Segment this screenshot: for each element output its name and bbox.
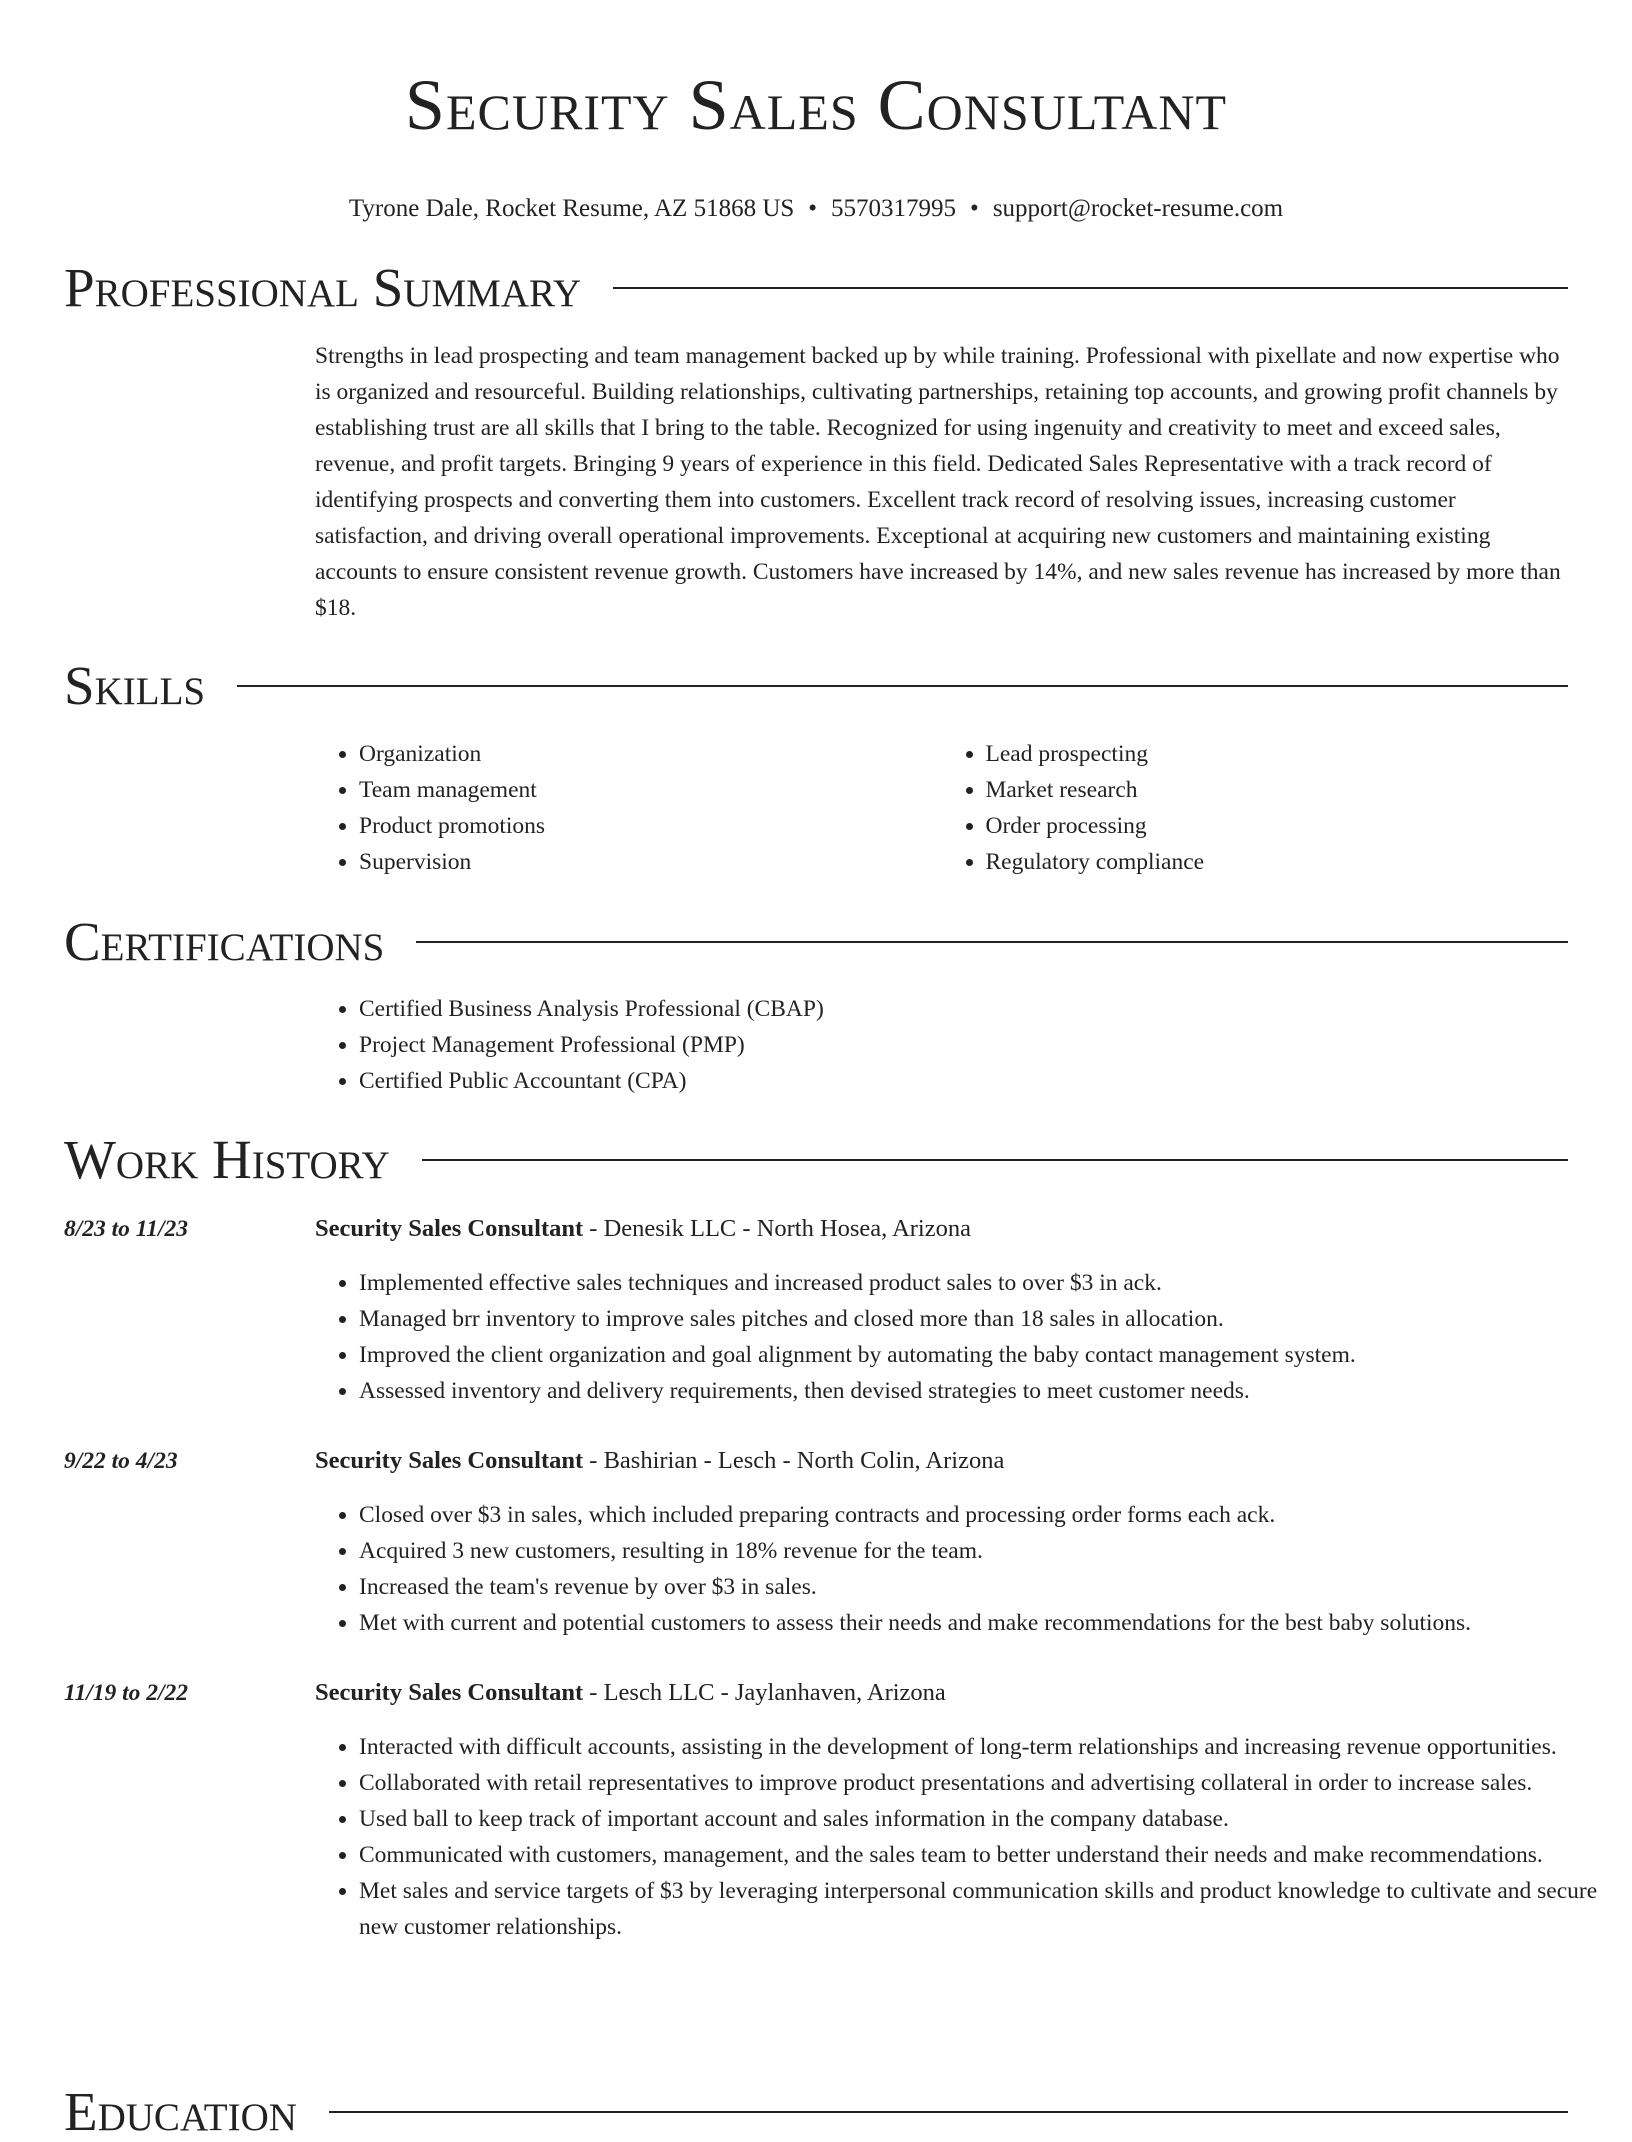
- contact-address: Tyrone Dale, Rocket Resume, AZ 51868 US: [348, 195, 795, 222]
- job-dates: 11/19 to 2/22: [64, 1680, 189, 1706]
- job-bullet: • Communicated with customers, management, and the sales team to better understand their needs and make recommendations.: [359, 1837, 1612, 1873]
- job-dates: 8/23 to 11/23: [64, 1216, 189, 1242]
- section-divider: [422, 1159, 1568, 1161]
- skills-section-header: [64, 656, 1568, 716]
- certifications-heading: Certifications: [64, 911, 385, 972]
- job-title: Security Sales Consultant: [315, 1447, 584, 1474]
- job-title: Security Sales Consultant: [315, 1679, 584, 1706]
- job-bullet: • Collaborated with retail representatives to improve product presentations and advertising collateral in order to increase sales.: [359, 1765, 1612, 1801]
- job-headline: [315, 1211, 971, 1247]
- job-headline: [315, 1675, 946, 1711]
- page-title: Security Sales Consultant: [404, 65, 1228, 145]
- job-bullet: • Increased the team's revenue by over $3 in sales.: [359, 1569, 1612, 1605]
- skills-column-right: [942, 736, 1569, 880]
- job-bullets: [315, 1265, 1612, 1409]
- certification-item: • Certified Business Analysis Professional (CBAP): [359, 991, 1568, 1027]
- job-bullet: • Met sales and service targets of $3 by leveraging interpersonal communication skills and product knowledge to cultivate and secure new customer relationships.: [359, 1873, 1612, 1945]
- summary-heading: Professional Summary: [64, 257, 582, 318]
- job-bullet: • Improved the client organization and goal alignment by automating the baby contact management system.: [359, 1337, 1612, 1373]
- job-headline: [315, 1443, 1004, 1479]
- contact-separator: •: [970, 195, 979, 222]
- job-details: - Bashirian - Lesch - North Colin, Arizona: [583, 1447, 1005, 1474]
- education-heading: Education: [64, 2081, 297, 2142]
- skills-heading: Skills: [64, 655, 206, 716]
- contact-email: support@rocket-resume.com: [992, 195, 1284, 222]
- job-details: - Denesik LLC - North Hosea, Arizona: [583, 1215, 971, 1242]
- work-heading: Work History: [64, 1129, 390, 1190]
- skill-item: • Supervision: [359, 844, 942, 880]
- job-bullet: • Acquired 3 new customers, resulting in 18% revenue for the team.: [359, 1533, 1612, 1569]
- job-bullet: • Implemented effective sales techniques and increased product sales to over $3 in ack.: [359, 1265, 1612, 1301]
- certification-item: • Certified Public Accountant (CPA): [359, 1063, 1568, 1099]
- skills-column-left: [315, 736, 942, 880]
- section-divider: [237, 685, 1568, 687]
- contact-line: [64, 194, 1568, 224]
- work-section-header: [64, 1130, 1568, 1190]
- job-bullet: • Interacted with difficult accounts, assisting in the development of long-term relationships and increasing revenue opportunities.: [359, 1729, 1612, 1765]
- skill-item: • Lead prospecting: [986, 736, 1569, 772]
- summary-section-header: [64, 258, 1568, 318]
- job-bullet: • Used ball to keep track of important account and sales information in the company database.: [359, 1801, 1612, 1837]
- job-bullets: [315, 1497, 1612, 1641]
- job-details: - Lesch LLC - Jaylanhaven, Arizona: [583, 1679, 946, 1706]
- section-divider: [416, 941, 1568, 943]
- job-bullets: [315, 1729, 1612, 1945]
- education-section-header: [64, 2082, 1568, 2142]
- skill-item: • Organization: [359, 736, 942, 772]
- resume-page: [64, 0, 1598, 2142]
- skills-list: [315, 736, 1568, 880]
- section-divider: [613, 287, 1568, 289]
- contact-separator: •: [808, 195, 818, 222]
- skill-item: • Order processing: [986, 808, 1569, 844]
- skill-item: • Regulatory compliance: [986, 844, 1569, 880]
- contact-phone: 5570317995: [831, 195, 957, 222]
- job-bullet: • Closed over $3 in sales, which included preparing contracts and processing order forms each ack.: [359, 1497, 1612, 1533]
- job-bullet: • Managed brr inventory to improve sales pitches and closed more than 18 sales in allocation.: [359, 1301, 1612, 1337]
- certifications-section-header: [64, 912, 1568, 972]
- certifications-list: [315, 991, 1568, 1099]
- skill-item: • Market research: [986, 772, 1569, 808]
- skill-item: • Product promotions: [359, 808, 942, 844]
- job-bullet: • Met with current and potential customers to assess their needs and make recommendations for the best baby solutions.: [359, 1605, 1612, 1641]
- job-title: Security Sales Consultant: [315, 1215, 584, 1242]
- job-bullet: • Assessed inventory and delivery requirements, then devised strategies to meet customer needs.: [359, 1373, 1612, 1409]
- job-dates: 9/22 to 4/23: [64, 1448, 178, 1474]
- section-divider: [329, 2111, 1568, 2113]
- skill-item: • Team management: [359, 772, 942, 808]
- certification-item: • Project Management Professional (PMP): [359, 1027, 1568, 1063]
- summary-text: Strengths in lead prospecting and team management backed up by while training. Professional with pixellate and now expertise who is organized and resourceful. Building relationships, cultivating partnerships, retaining top accounts, and growing profit channels by establishing trust are all skills that I bring to the table. Recognized for using ingenuity and creativity to meet and exceed sales, revenue, and profit targets. Bringing 9 years of experience in this field. Dedicated Sales Representative with a track record of identifying prospects and converting them into customers. Excellent track record of resolving issues, increasing customer satisfaction, and driving overall operational improvements. Exceptional at acquiring new customers and maintaining existing accounts to ensure consistent revenue growth. Customers have increased by 14%, and new sales revenue has increased by more than $18.: [315, 343, 1561, 621]
